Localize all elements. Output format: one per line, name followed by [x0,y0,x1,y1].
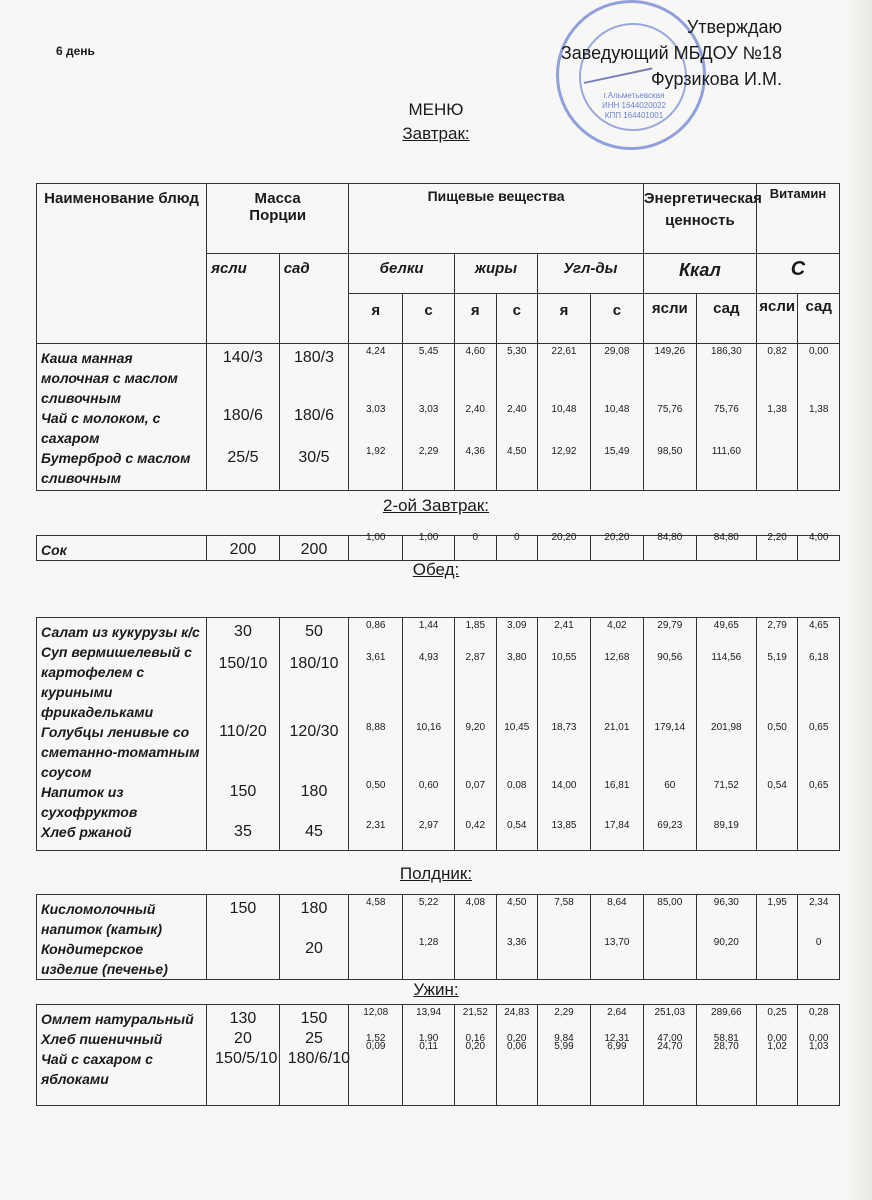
col-header-belki-ya: я [349,294,403,344]
value-cell-vitc-sad [798,1005,840,1106]
nutrient-value: 1,95 [767,897,787,908]
nutrient-value: 17,84 [604,820,630,831]
nutrient-value: 3,36 [507,937,527,948]
nutrient-value: 0,09 [365,1041,386,1052]
value-cell-ugl-s [590,1005,643,1106]
dish-mass: 45 [305,823,323,840]
value-cell-ugl-ya [538,344,591,491]
nutrient-value: 13,70 [604,937,630,948]
nutrient-value: 4,02 [607,620,627,631]
dish-mass: 180/6 [222,407,263,424]
dish-mass: 110/20 [219,723,267,740]
value-cell-kcal-yasli [643,344,696,491]
nutrient-value: 2,29 [554,1007,574,1018]
dish-name: Омлет натуральный [41,1011,194,1027]
dish-mass: 150 [229,900,257,917]
page-edge-shadow [844,0,872,1200]
dish-mass: 200 [229,541,257,558]
value-cell-kcal-sad [696,618,756,851]
dish-mass: 30 [234,623,252,640]
dish-mass: 150 [229,783,257,800]
nutrient-value: 10,16 [416,722,442,733]
section-body-row [37,895,840,980]
col-header-belki-s: с [403,294,455,344]
dish-name: Кондитерское изделие (печенье) [41,941,168,977]
nutrient-value: 3,03 [365,404,386,415]
section-title-lunch: Обед: [412,560,460,579]
approver-name: Фурзикова И.М. [651,69,782,89]
nutrient-value: 149,26 [654,346,686,357]
nutrient-value: 8,64 [607,897,627,908]
col-header-nutrients: Пищевые вещества [349,184,644,254]
nutrient-value: 0,11 [419,1041,438,1052]
nutrient-value: 2,40 [507,404,527,415]
nutrient-value: 4,00 [808,532,829,543]
menu-table-snack [36,894,840,980]
value-cell-vitc-yasli [756,532,797,561]
nutrient-value: 0,00 [808,346,829,357]
col-header-kcal-sad: сад [696,294,756,344]
value-cell-kcal-sad [696,895,756,980]
col-header-mass-yasli: ясли [207,254,280,344]
nutrient-value: 0,50 [767,722,787,733]
nutrient-value: 0,08 [507,780,527,791]
section-title-second-breakfast: 2-ой Завтрак: [382,496,490,515]
dish-name: Напиток из сухофруктов [41,784,138,820]
col-header-c-sad: сад [798,294,840,344]
col-header-name: Наименование блюд [37,184,207,344]
nutrient-value: 29,08 [604,346,630,357]
mass-yasli-cell [207,895,280,980]
nutrient-value: 4,08 [465,897,486,908]
nutrient-value: 2,87 [465,652,486,663]
nutrient-value: 0,60 [418,780,439,791]
value-cell-vitc-sad [798,895,840,980]
dish-name: Чай с сахаром с яблоками [41,1051,153,1087]
value-cell-vitc-yasli [756,1005,797,1106]
nutrient-value: 4,60 [465,346,485,357]
dish-mass: 180/6 [293,407,334,424]
dish-mass: 120/30 [289,723,339,740]
dish-mass: 25 [305,1030,323,1047]
nutrient-value: 1,28 [418,937,439,948]
nutrient-value: 20,20 [551,532,577,543]
value-cell-ugl-s [590,532,643,561]
col-header-zhiry-ya: я [455,294,496,344]
nutrient-value: 0,50 [365,780,386,791]
nutrient-value: 4,36 [465,446,485,457]
nutrient-value: 5,99 [554,1041,574,1052]
nutrient-value: 89,19 [713,820,739,831]
value-cell-ugl-ya [538,532,591,561]
nutrient-value: 0 [472,532,479,543]
col-header-ugl: Угл-ды [538,254,644,294]
nutrient-value: 289,66 [711,1007,742,1018]
value-cell-zhiry-ya [455,532,496,561]
value-cell-ugl-s [590,618,643,851]
value-cell-zhiry-s [496,344,537,491]
nutrient-value: 2,20 [767,532,787,543]
nutrient-value: 0,82 [767,346,787,357]
dish-names-cell [37,1005,207,1106]
nutrient-value: 1,90 [418,1033,439,1044]
dish-mass: 150 [300,1010,328,1027]
nutrient-value: 1,38 [808,404,829,415]
col-header-zhiry-s: с [496,294,537,344]
dish-mass: 30/5 [298,449,330,466]
nutrient-value: 13,85 [551,820,577,831]
nutrient-value: 75,76 [713,404,739,415]
dish-mass: 180 [300,900,328,917]
value-cell-belki-ya [349,1005,403,1106]
col-header-belki: белки [349,254,455,294]
value-cell-kcal-sad [696,344,756,491]
value-cell-belki-s [403,895,455,980]
value-cell-kcal-yasli [643,618,696,851]
nutrient-value: 14,00 [551,780,577,791]
nutrient-value: 10,48 [551,404,577,415]
dish-name: Бутерброд с маслом сливочным [41,450,191,486]
nutrient-value: 0,54 [507,820,527,831]
nutrient-value: 2,41 [554,620,574,631]
nutrient-value: 0,00 [808,1033,829,1044]
nutrient-value: 49,65 [713,620,739,631]
nutrient-value: 4,50 [507,446,527,457]
dish-mass: 180/6/10 [287,1050,351,1067]
nutrient-value: 0,65 [808,722,829,733]
section-body-row [37,1005,840,1106]
value-cell-ugl-ya [538,618,591,851]
nutrient-value: 0,86 [365,620,386,631]
dish-mass: 50 [305,623,323,640]
nutrient-value: 12,08 [363,1007,389,1018]
col-header-kcal-yasli: ясли [643,294,696,344]
nutrient-value: 9,20 [465,722,486,733]
nutrient-value: 111,60 [711,446,741,457]
nutrient-value: 71,52 [713,780,739,791]
value-cell-vitc-yasli [756,344,797,491]
nutrient-value: 0,25 [767,1007,787,1018]
nutrient-value: 24,83 [504,1007,530,1018]
nutrient-value: 1,52 [365,1033,386,1044]
header-row-1 [37,184,840,254]
nutrient-value: 4,50 [507,897,527,908]
stamp-text: г.Альметьевская ИНН 1644020022 КПП 164401001 [601,91,667,120]
value-cell-vitc-yasli [756,895,797,980]
nutrient-value: 12,68 [604,652,630,663]
value-cell-belki-s [403,344,455,491]
nutrient-value: 0,06 [507,1041,527,1052]
nutrient-value: 21,01 [604,722,630,733]
value-cell-kcal-sad [696,1005,756,1106]
nutrient-value: 20,20 [604,532,630,543]
dish-name: Чай с молоком, с сахаром [41,410,161,446]
nutrient-value: 5,45 [418,346,439,357]
nutrient-value: 0,20 [507,1033,527,1044]
nutrient-value: 60 [664,780,676,791]
nutrient-value: 6,18 [808,652,829,663]
nutrient-value: 58,81 [713,1033,739,1044]
section-title-breakfast: Завтрак: [402,124,470,143]
mass-yasli-cell [207,536,280,561]
nutrient-value: 0,07 [465,780,486,791]
approver-position: Заведующий МБДОУ №18 [560,43,782,63]
nutrient-value: 2,40 [465,404,485,415]
nutrient-value: 1,00 [365,532,386,543]
dish-mass: 20 [305,940,323,957]
nutrient-value: 29,79 [657,620,683,631]
value-cell-ugl-ya [538,1005,591,1106]
mass-sad-cell [279,536,349,561]
approval-block [561,14,782,92]
nutrient-value: 2,79 [767,620,787,631]
nutrient-value: 75,76 [657,404,683,415]
nutrient-value: 4,58 [365,897,386,908]
nutrient-value: 1,85 [465,620,486,631]
value-cell-vitc-sad [798,532,840,561]
col-header-energy: Энергетическая ценность [643,184,756,254]
nutrient-value: 0,54 [767,780,787,791]
value-cell-zhiry-s [496,1005,537,1106]
section-body-row [37,344,840,491]
nutrient-value: 9,84 [554,1033,574,1044]
col-header-vitamin: Витамин [756,184,839,254]
dish-mass: 130 [229,1010,257,1027]
dish-names-cell [37,536,207,561]
value-cell-vitc-sad [798,344,840,491]
nutrient-value: 84,80 [657,532,683,543]
nutrient-value: 201,98 [711,722,742,733]
col-header-kcal: Ккал [643,254,756,294]
section-title-dinner: Ужин: [413,980,459,999]
page-title: МЕНЮ [408,100,464,119]
value-cell-vitc-sad [798,618,840,851]
dish-mass: 25/5 [227,449,259,466]
section-title-snack: Полдник: [399,864,473,883]
dish-names-cell [37,344,207,491]
nutrient-value: 1,03 [808,1041,829,1052]
value-cell-vitc-yasli [756,618,797,851]
nutrient-value: 8,88 [365,722,386,733]
nutrient-value: 1,02 [767,1041,787,1052]
col-header-c-yasli: ясли [756,294,797,344]
menu-table-lunch [36,617,840,851]
nutrient-value: 4,93 [418,652,439,663]
day-label: 6 день [56,44,95,58]
nutrient-value: 24,70 [657,1041,683,1052]
value-cell-belki-s [403,532,455,561]
nutrient-value: 179,14 [654,722,686,733]
nutrient-value: 28,70 [713,1041,739,1052]
dish-name: Кисломолочный напиток (катык) [41,901,163,937]
col-header-ugl-s: с [590,294,643,344]
value-cell-belki-ya [349,895,403,980]
nutrient-value: 0,65 [808,780,829,791]
nutrient-value: 0,00 [767,1033,787,1044]
dish-name: Салат из кукурузы к/с [41,624,200,640]
col-header-ugl-ya: я [538,294,591,344]
nutrient-value: 90,56 [657,652,683,663]
nutrient-value: 2,34 [808,897,829,908]
nutrient-value: 2,64 [607,1007,627,1018]
dish-names-cell [37,895,207,980]
nutrient-value: 5,30 [507,346,527,357]
value-cell-zhiry-ya [455,618,496,851]
nutrient-value: 3,09 [507,620,527,631]
menu-table-dinner [36,1004,840,1106]
value-cell-belki-s [403,1005,455,1106]
col-header-vitamin-c: С [756,254,839,294]
mass-sad-cell [279,618,349,851]
nutrient-value: 16,81 [604,780,630,791]
nutrient-value: 15,49 [604,446,630,457]
value-cell-kcal-sad [696,532,756,561]
dish-name: Сок [41,542,67,558]
nutrient-value: 0 [513,532,520,543]
nutrient-value: 12,92 [551,446,577,457]
nutrient-value: 90,20 [713,937,739,948]
value-cell-ugl-s [590,344,643,491]
nutrient-value: 1,44 [418,620,439,631]
menu-table-second-breakfast [36,532,840,561]
nutrient-value: 5,19 [767,652,787,663]
dish-name: Каша манная молочная с маслом сливочным [41,350,178,406]
nutrient-value: 22,61 [551,346,577,357]
nutrient-value: 251,03 [654,1007,686,1018]
nutrient-value: 84,80 [713,532,739,543]
col-header-mass-sad: сад [279,254,349,344]
mass-sad-cell [279,344,349,491]
col-header-zhiry: жиры [455,254,538,294]
menu-table-breakfast [36,183,840,491]
value-cell-kcal-yasli [643,532,696,561]
approve-label: Утверждаю [686,17,782,37]
section-body-row [37,618,840,851]
nutrient-value: 0,28 [808,1007,829,1018]
nutrient-value: 47,00 [657,1033,683,1044]
nutrient-value: 96,30 [713,897,739,908]
dish-names-cell [37,618,207,851]
dish-name: Хлеб ржаной [41,824,132,840]
value-cell-ugl-s [590,895,643,980]
nutrient-value: 21,52 [462,1007,488,1018]
mass-yasli-cell [207,1005,280,1106]
value-cell-belki-s [403,618,455,851]
nutrient-value: 186,30 [711,346,742,357]
value-cell-ugl-ya [538,895,591,980]
dish-mass: 200 [300,541,328,558]
dish-mass: 180/3 [293,349,334,366]
value-cell-zhiry-s [496,618,537,851]
dish-mass: 180 [300,783,328,800]
value-cell-zhiry-s [496,532,537,561]
nutrient-value: 85,00 [657,897,683,908]
value-cell-belki-ya [349,532,403,561]
dish-name: Голубцы ленивые со сметанно-томатным соусом [41,724,200,780]
mass-yasli-cell [207,344,280,491]
dish-name: Хлеб пшеничный [41,1031,163,1047]
nutrient-value: 3,61 [365,652,386,663]
nutrient-value: 69,23 [657,820,683,831]
nutrient-value: 4,24 [365,346,386,357]
nutrient-value: 4,65 [808,620,829,631]
value-cell-zhiry-ya [455,1005,496,1106]
nutrient-value: 7,58 [554,897,574,908]
nutrient-value: 0,20 [465,1041,486,1052]
value-cell-zhiry-ya [455,344,496,491]
dish-name: Суп вермишелевый с картофелем с куриными фрикадельками [41,644,192,720]
value-cell-kcal-yasli [643,1005,696,1106]
dish-mass: 20 [234,1030,252,1047]
nutrient-value: 2,31 [365,820,386,831]
nutrient-value: 3,03 [418,404,439,415]
nutrient-value: 13,94 [416,1007,442,1018]
mass-sad-cell [279,1005,349,1106]
value-cell-zhiry-s [496,895,537,980]
value-cell-zhiry-ya [455,895,496,980]
nutrient-value: 1,00 [418,532,439,543]
nutrient-value: 10,45 [504,722,530,733]
value-cell-belki-ya [349,344,403,491]
nutrient-value: 1,92 [365,446,386,457]
nutrient-value: 5,22 [418,897,439,908]
dish-mass: 35 [234,823,252,840]
nutrient-value: 0,16 [465,1033,486,1044]
nutrient-value: 114,56 [711,652,742,663]
mass-sad-cell [279,895,349,980]
dish-mass: 180/10 [289,655,339,672]
nutrient-value: 2,29 [418,446,439,457]
nutrient-value: 18,73 [551,722,577,733]
dish-mass: 150/5/10 [215,1050,278,1067]
nutrient-value: 1,38 [767,404,787,415]
nutrient-value: 10,48 [604,404,630,415]
nutrient-value: 2,97 [418,820,439,831]
section-body-row [37,536,840,561]
mass-yasli-cell [207,618,280,851]
nutrient-value: 0 [815,937,822,948]
nutrient-value: 3,80 [507,652,527,663]
dish-mass: 150/10 [218,655,268,672]
nutrient-value: 10,55 [551,652,577,663]
dish-mass: 140/3 [222,349,263,366]
value-cell-belki-ya [349,618,403,851]
value-cell-kcal-yasli [643,895,696,980]
nutrient-value: 0,42 [465,820,486,831]
col-header-mass: Масса Порции [207,184,349,254]
nutrient-value: 12,31 [604,1033,630,1044]
nutrient-value: 6,99 [607,1041,627,1052]
nutrient-value: 98,50 [657,446,683,457]
